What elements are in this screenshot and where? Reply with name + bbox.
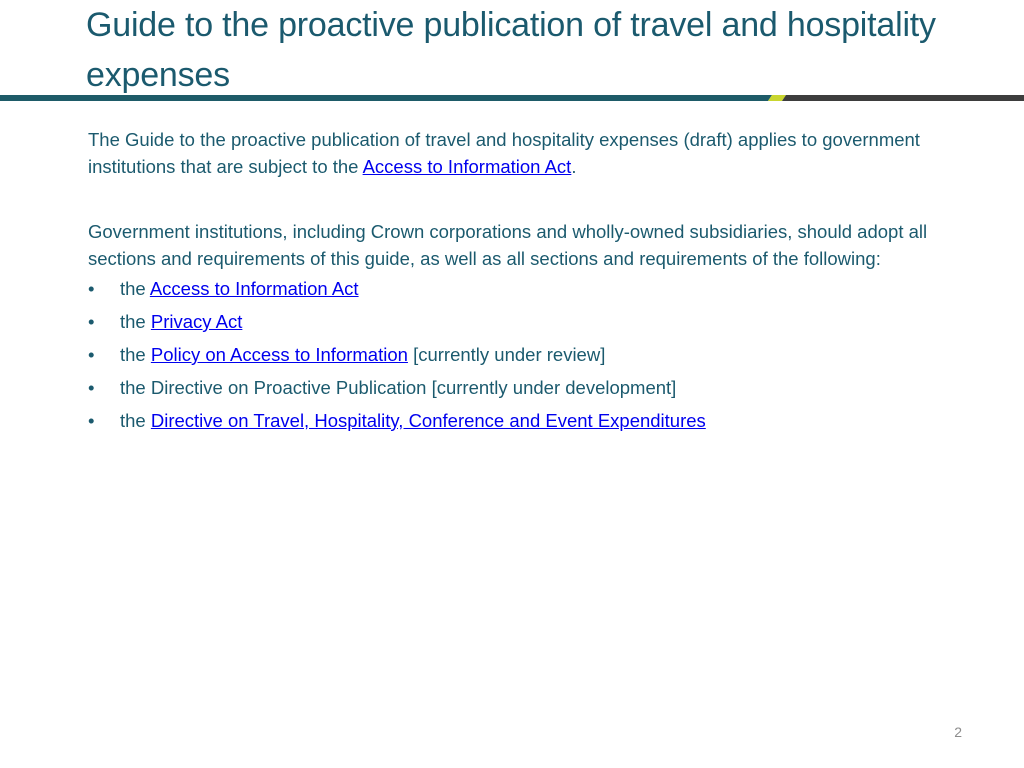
bullet-icon: • (88, 344, 95, 365)
item-prefix: the (120, 344, 151, 365)
privacy-act-link[interactable]: Privacy Act (150, 311, 243, 332)
requirements-list (88, 272, 948, 437)
access-to-information-act-link[interactable]: Access to Information Act (149, 278, 359, 299)
bullet-icon: • (88, 377, 95, 398)
item-prefix: the (120, 410, 151, 431)
item-prefix: the (120, 278, 150, 299)
intro-text: The Guide to the proactive publication of travel and hospitality expenses (draft) applies to government institutions that are subject to the (88, 129, 920, 177)
list-item-access-policy (88, 338, 948, 371)
bullet-icon: • (88, 311, 95, 332)
page-number: 2 (954, 724, 962, 740)
travel-hospitality-directive-link[interactable]: Directive on Travel, Hospitality, Conference and Event Expenditures (150, 410, 706, 431)
list-item-access-act (88, 272, 948, 305)
item-suffix: [currently under review] (407, 344, 606, 365)
list-item-travel-directive (88, 404, 948, 437)
slide-body (88, 126, 948, 437)
list-item-proactive-directive (88, 371, 948, 404)
requirements-section (88, 218, 948, 437)
slide-title: Guide to the proactive publication of travel and hospitality expenses (86, 6, 936, 94)
item-text: the Directive on Proactive Publication [currently under development] (120, 377, 677, 398)
intro-period: . (571, 156, 577, 177)
list-item-privacy-act (88, 305, 948, 338)
intro-paragraph (88, 126, 948, 180)
divider-dark-segment (782, 95, 1024, 101)
bullet-icon: • (88, 410, 95, 431)
title-divider (0, 95, 1024, 101)
policy-on-access-to-information-link[interactable]: Policy on Access to Information (150, 344, 408, 365)
requirements-text: Government institutions, including Crown corporations and wholly-owned subsidiaries, should adopt all sections and requirements of this guide, as well as all sections and requirements of the following: (88, 221, 928, 269)
bullet-icon: • (88, 278, 95, 299)
item-prefix: the (120, 311, 151, 332)
divider-teal-segment (0, 95, 772, 101)
access-to-information-act-link[interactable]: Access to Information Act (362, 156, 572, 177)
